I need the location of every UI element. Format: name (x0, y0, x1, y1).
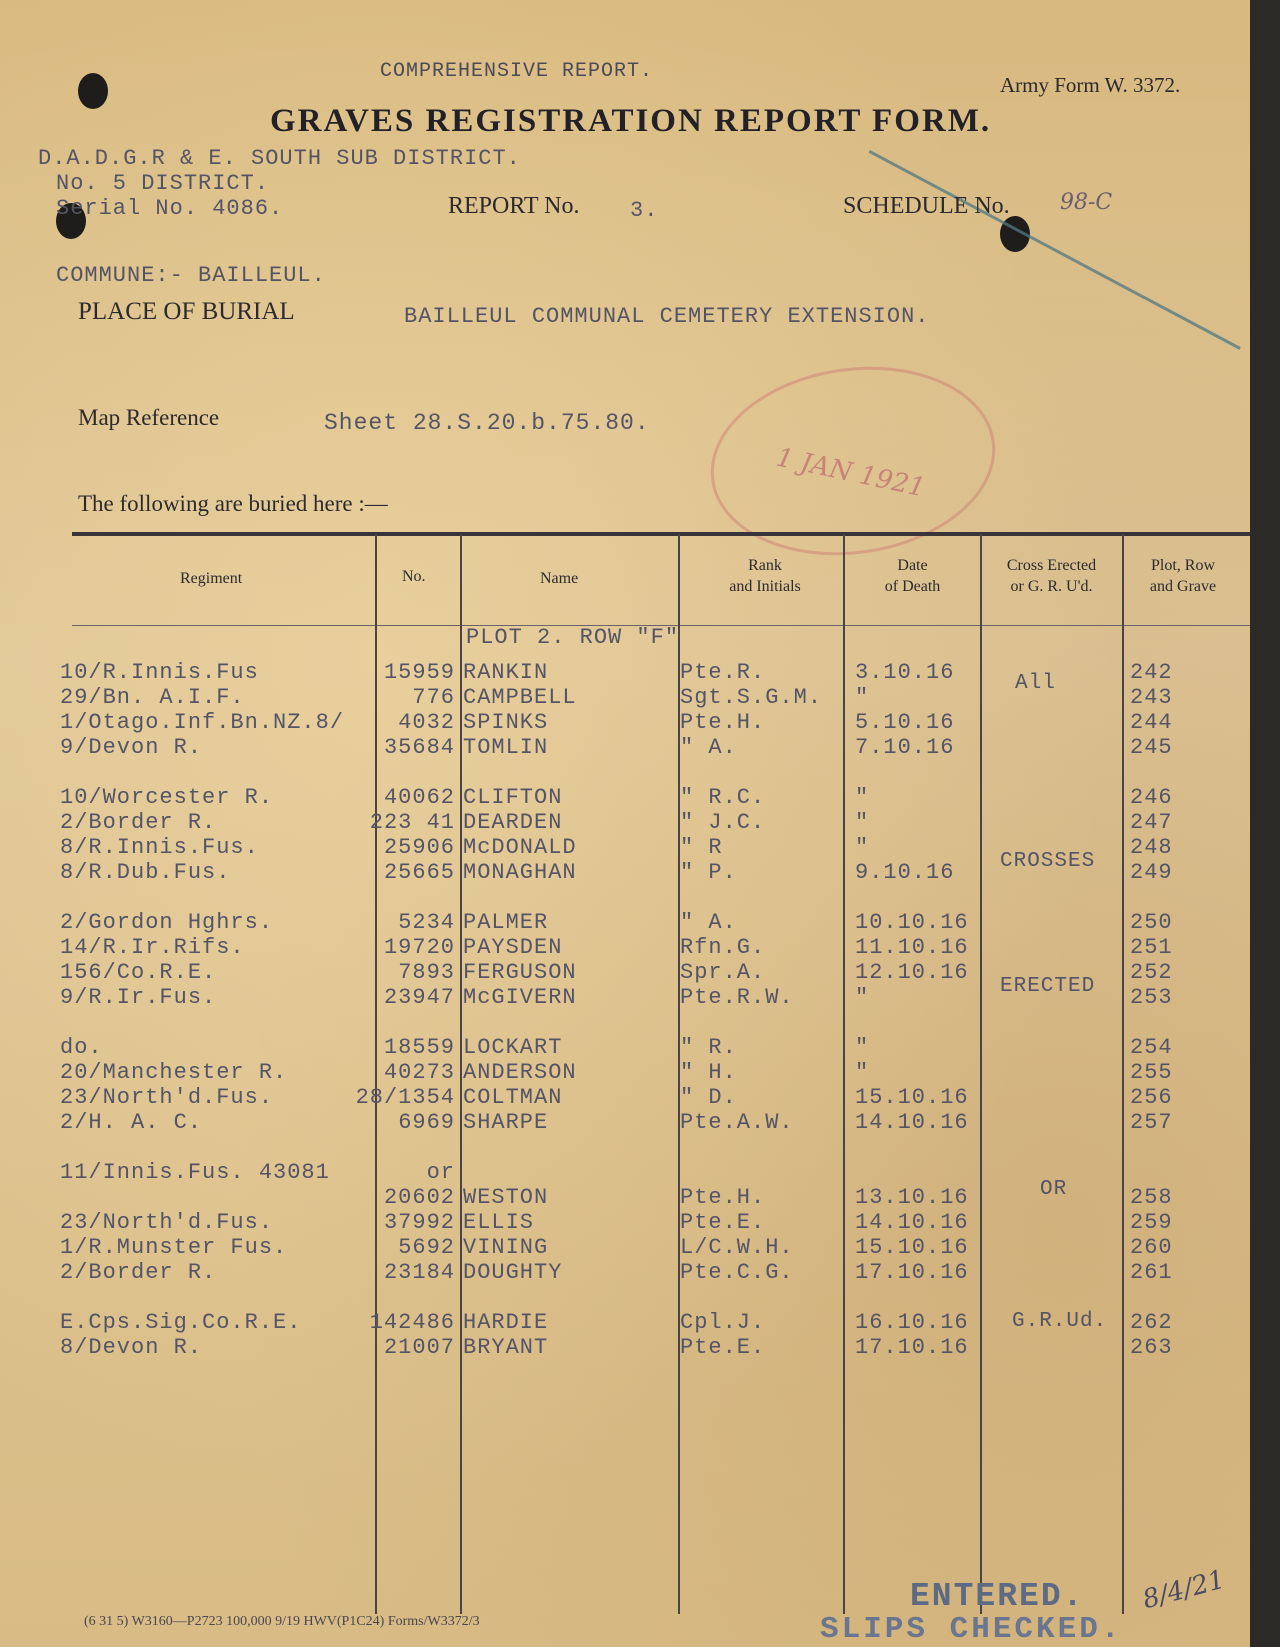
table-row (0, 1260, 1250, 1286)
table-row (0, 710, 1250, 736)
rank-cell: Pte.H. (680, 1185, 766, 1210)
name-cell: McGIVERN (463, 985, 577, 1010)
name-cell: BRYANT (463, 1335, 549, 1360)
rank-cell: " A. (680, 910, 737, 935)
name-cell: RANKIN (463, 660, 549, 685)
rank-cell: Rfn.G. (680, 935, 766, 960)
date-cell: " (855, 785, 870, 810)
name-cell: DEARDEN (463, 810, 563, 835)
date-cell: 13.10.16 (855, 1185, 969, 1210)
plot-row-heading: PLOT 2. ROW "F" (466, 625, 680, 650)
date-cell: 10.10.16 (855, 910, 969, 935)
name-cell: ANDERSON (463, 1060, 577, 1085)
rank-cell: " R. (680, 1035, 737, 1060)
name-cell: TOMLIN (463, 735, 549, 760)
table-row (0, 910, 1250, 936)
table-row (0, 810, 1250, 836)
regiment-cell: 9/R.Ir.Fus. (60, 985, 217, 1010)
sub-district-line: D.A.D.G.R & E. SOUTH SUB DISTRICT. (38, 146, 521, 171)
plot-cell: 258 (1130, 1185, 1173, 1210)
regiment-cell: 2/Border R. (60, 810, 217, 835)
service-number-cell: 25906 (383, 835, 455, 860)
regiment-cell: 2/H. A. C. (60, 1110, 203, 1135)
plot-cell: 254 (1130, 1035, 1173, 1060)
regiment-cell: 10/Worcester R. (60, 785, 274, 810)
rank-cell: L/C.W.H. (680, 1235, 794, 1260)
regiment-cell: 9/Devon R. (60, 735, 203, 760)
service-number-cell: 4032 (398, 710, 455, 735)
regiment-cell: E.Cps.Sig.Co.R.E. (60, 1310, 302, 1335)
rank-cell: Pte.R.W. (680, 985, 794, 1010)
rank-cell: Pte.R. (680, 660, 766, 685)
name-cell: PAYSDEN (463, 935, 563, 960)
plot-cell: 250 (1130, 910, 1173, 935)
table-top-rule (72, 532, 1250, 536)
table-row (0, 660, 1250, 686)
date-cell: 17.10.16 (855, 1260, 969, 1285)
service-number-cell: 223 41 (369, 810, 455, 835)
service-number-cell: 776 (412, 685, 455, 710)
date-cell: 7.10.16 (855, 735, 955, 760)
plot-cell: 255 (1130, 1060, 1173, 1085)
service-number-cell: 23947 (383, 985, 455, 1010)
date-cell: 15.10.16 (855, 1235, 969, 1260)
date-cell: " (855, 985, 870, 1010)
date-cell: 14.10.16 (855, 1210, 969, 1235)
cross-note-or: OR (1040, 1178, 1068, 1201)
date-cell: 17.10.16 (855, 1335, 969, 1360)
plot-cell: 253 (1130, 985, 1173, 1010)
date-cell: 15.10.16 (855, 1085, 969, 1110)
regiment-cell: 14/R.Ir.Rifs. (60, 935, 245, 960)
army-form-number: Army Form W. 3372. (1000, 73, 1181, 97)
date-cell: 11.10.16 (855, 935, 969, 960)
name-cell: MONAGHAN (463, 860, 577, 885)
regiment-cell: 2/Border R. (60, 1260, 217, 1285)
service-number-cell: 18559 (383, 1035, 455, 1060)
plot-cell: 243 (1130, 685, 1173, 710)
name-cell: FERGUSON (463, 960, 577, 985)
regiment-cell: 156/Co.R.E. (60, 960, 217, 985)
service-number-cell: 21007 (383, 1335, 455, 1360)
plot-cell: 246 (1130, 785, 1173, 810)
comprehensive-report-label: COMPREHENSIVE REPORT. (380, 60, 654, 83)
report-number-label: REPORT No. (448, 193, 580, 219)
name-cell: McDONALD (463, 835, 577, 860)
service-number-cell: 19720 (383, 935, 455, 960)
plot-cell: 259 (1130, 1210, 1173, 1235)
punch-hole-top (78, 73, 108, 109)
date-cell: " (855, 835, 870, 860)
plot-cell: 251 (1130, 935, 1173, 960)
regiment-cell: 23/North'd.Fus. (60, 1210, 274, 1235)
regiment-cell: 29/Bn. A.I.F. (60, 685, 245, 710)
handwritten-date: 8/4/21 (1139, 1564, 1229, 1616)
regiment-cell: 8/Devon R. (60, 1335, 203, 1360)
service-number-cell: or (426, 1160, 455, 1185)
cross-note-all: All (1015, 672, 1056, 695)
schedule-number-value: 98-C (1060, 190, 1113, 215)
plot-cell: 256 (1130, 1085, 1173, 1110)
date-cell: " (855, 1060, 870, 1085)
table-row (0, 1335, 1250, 1361)
rank-cell: " R (680, 835, 723, 860)
plot-cell: 261 (1130, 1260, 1173, 1285)
service-number-cell: 142486 (369, 1310, 455, 1335)
table-row (0, 935, 1250, 961)
form-title: GRAVES REGISTRATION REPORT FORM. (270, 103, 992, 139)
name-cell: COLTMAN (463, 1085, 563, 1110)
service-number-cell: 35684 (383, 735, 455, 760)
rank-cell: Pte.E. (680, 1335, 766, 1360)
schedule-number-label: SCHEDULE No. (843, 193, 1010, 219)
date-cell: 3.10.16 (855, 660, 955, 685)
name-cell: LOCKART (463, 1035, 563, 1060)
date-cell: 9.10.16 (855, 860, 955, 885)
map-reference-value: Sheet 28.S.20.b.75.80. (324, 410, 650, 436)
table-row (0, 685, 1250, 711)
date-cell: 12.10.16 (855, 960, 969, 985)
column-header-no: No. (402, 568, 426, 585)
place-of-burial-label: PLACE OF BURIAL (78, 298, 295, 325)
plot-cell: 263 (1130, 1335, 1173, 1360)
column-header-cross: Cross Erected or G. R. U'd. (1006, 557, 1097, 595)
plot-cell: 262 (1130, 1310, 1173, 1335)
column-header-date: Date of Death (884, 557, 941, 595)
rank-cell: " P. (680, 860, 737, 885)
table-row (0, 1235, 1250, 1261)
cross-note-crosses: CROSSES (1000, 850, 1096, 873)
report-number-value: 3. (630, 198, 659, 223)
service-number-cell: 23184 (383, 1260, 455, 1285)
column-header-name: Name (540, 570, 579, 587)
place-of-burial-value: BAILLEUL COMMUNAL CEMETERY EXTENSION. (404, 304, 930, 329)
regiment-cell: do. (60, 1035, 103, 1060)
rank-cell: " H. (680, 1060, 737, 1085)
district-line: No. 5 DISTRICT. (56, 171, 270, 196)
service-number-cell: 25665 (383, 860, 455, 885)
table-row (0, 1060, 1250, 1086)
service-number-cell: 7893 (398, 960, 455, 985)
regiment-cell: 2/Gordon Hghrs. (60, 910, 274, 935)
column-header-plot: Plot, Row and Grave (1149, 557, 1217, 595)
table-row (0, 1210, 1250, 1236)
cross-note-gr: G.R.Ud. (1012, 1310, 1108, 1333)
name-cell: HARDIE (463, 1310, 549, 1335)
entered-stamp: ENTERED. (910, 1578, 1085, 1615)
name-cell: WESTON (463, 1185, 549, 1210)
name-cell: CLIFTON (463, 785, 563, 810)
date-cell: " (855, 685, 870, 710)
plot-cell: 252 (1130, 960, 1173, 985)
stamp-date: 1 JAN 1921 (773, 442, 928, 504)
column-header-regiment: Regiment (180, 570, 243, 587)
plot-cell: 244 (1130, 710, 1173, 735)
map-reference-label: Map Reference (78, 405, 220, 430)
table-row (0, 785, 1250, 811)
date-cell: 14.10.16 (855, 1110, 969, 1135)
plot-cell: 242 (1130, 660, 1173, 685)
rank-cell: " A. (680, 735, 737, 760)
service-number-cell: 28/1354 (355, 1085, 455, 1110)
name-cell: SPINKS (463, 710, 549, 735)
regiment-cell: 8/R.Dub.Fus. (60, 860, 231, 885)
scan-border (1250, 0, 1280, 1647)
rank-cell: Sgt.S.G.M. (680, 685, 823, 710)
service-number-cell: 6969 (398, 1110, 455, 1135)
plot-cell: 247 (1130, 810, 1173, 835)
service-number-cell: 37992 (383, 1210, 455, 1235)
service-number-cell: 40062 (383, 785, 455, 810)
name-cell: DOUGHTY (463, 1260, 563, 1285)
date-cell: " (855, 810, 870, 835)
rank-cell: Pte.C.G. (680, 1260, 794, 1285)
plot-cell: 260 (1130, 1235, 1173, 1260)
regiment-cell: 10/R.Innis.Fus (60, 660, 259, 685)
table-row (0, 1110, 1250, 1136)
regiment-cell: 20/Manchester R. (60, 1060, 288, 1085)
name-cell: ELLIS (463, 1210, 535, 1235)
plot-cell: 249 (1130, 860, 1173, 885)
plot-cell: 248 (1130, 835, 1173, 860)
date-cell: 5.10.16 (855, 710, 955, 735)
service-number-cell: 5234 (398, 910, 455, 935)
rank-cell: Pte.H. (680, 710, 766, 735)
rank-cell: " D. (680, 1085, 737, 1110)
rank-cell: " R.C. (680, 785, 766, 810)
service-number-cell: 5692 (398, 1235, 455, 1260)
cross-note-erected: ERECTED (1000, 975, 1096, 998)
table-row (0, 1085, 1250, 1111)
regiment-cell: 23/North'd.Fus. (60, 1085, 274, 1110)
name-cell: CAMPBELL (463, 685, 577, 710)
plot-cell: 245 (1130, 735, 1173, 760)
rank-cell: Pte.A.W. (680, 1110, 794, 1135)
regiment-cell: 11/Innis.Fus. 43081 (60, 1160, 330, 1185)
buried-here-label: The following are buried here :— (78, 491, 388, 516)
name-cell: PALMER (463, 910, 549, 935)
serial-number: Serial No. 4086. (56, 196, 284, 221)
name-cell: VINING (463, 1235, 549, 1260)
regiment-cell: 1/R.Munster Fus. (60, 1235, 288, 1260)
name-cell: SHARPE (463, 1110, 549, 1135)
plot-cell: 257 (1130, 1110, 1173, 1135)
rank-cell: Spr.A. (680, 960, 766, 985)
regiment-cell: 1/Otago.Inf.Bn.NZ.8/ (60, 710, 345, 735)
service-number-cell: 15959 (383, 660, 455, 685)
rank-cell: " J.C. (680, 810, 766, 835)
printer-imprint: (6 31 5) W3160—P2723 100,000 9/19 HWV(P1C24) Forms/W3372/3 (84, 1614, 480, 1629)
table-row (0, 1035, 1250, 1061)
service-number-cell: 40273 (383, 1060, 455, 1085)
rank-cell: Pte.E. (680, 1210, 766, 1235)
date-cell: " (855, 1035, 870, 1060)
table-row (0, 735, 1250, 761)
column-header-rank: Rank and Initials (729, 557, 801, 595)
commune-line: COMMUNE:- BAILLEUL. (56, 263, 326, 288)
service-number-cell: 20602 (383, 1185, 455, 1210)
rank-cell: Cpl.J. (680, 1310, 766, 1335)
date-cell: 16.10.16 (855, 1310, 969, 1335)
regiment-cell: 8/R.Innis.Fus. (60, 835, 259, 860)
slips-checked-stamp: SLIPS CHECKED. (820, 1612, 1123, 1647)
